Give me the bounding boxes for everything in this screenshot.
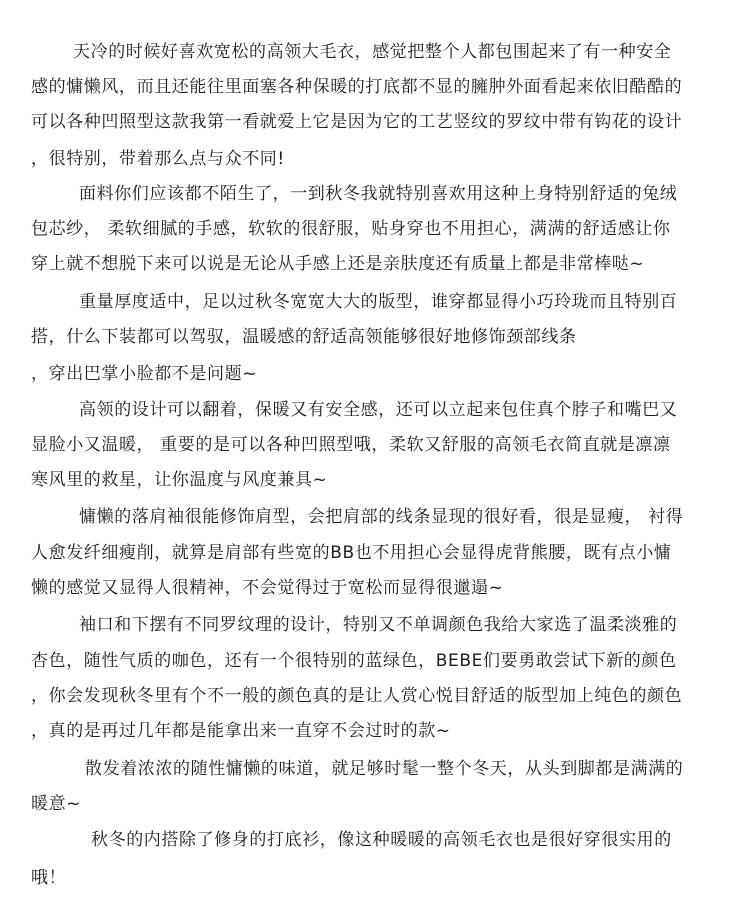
paragraph-8-line-2: 哦！ xyxy=(31,868,67,888)
paragraph-5-line-2: 人愈发纤细瘦削，就算是肩部有些宽的BB也不用担心会显得虎背熊腰，既有点小慵 xyxy=(31,543,672,563)
paragraph-3-line-1: 重量厚度适中，足以过秋冬宽宽大大的版型，谁穿都显得小巧玲珑而且特别百 xyxy=(79,292,678,312)
paragraph-6-line-2: 杏色，随性气质的咖色，还有一个很特别的蓝绿色，BEBE们要勇敢尝试下新的颜色 xyxy=(31,651,677,671)
paragraph-4-line-3: 寒风里的救星，让你温度与风度兼具~ xyxy=(31,470,328,490)
paragraph-1-line-3: 可以各种凹照型这款我第一看就爱上它是因为它的工艺竖纹的罗纹中带有钩花的设计 xyxy=(31,112,683,132)
paragraph-4-line-1: 高领的设计可以翻着，保暖又有安全感，还可以立起来包住真个脖子和嘴巴又 xyxy=(79,400,678,420)
paragraph-2-line-3: 穿上就不想脱下来可以说是无论从手感上还是亲肤度还有质量上都是非常棒哒~ xyxy=(31,254,645,274)
paragraph-2-line-1: 面料你们应该都不陌生了，一到秋冬我就特别喜欢用这种上身特别舒适的兔绒 xyxy=(79,184,678,204)
paragraph-1-line-1: 天冷的时候好喜欢宽松的高领大毛衣，感觉把整个人都包围起来了有一种安全 xyxy=(73,42,672,62)
paragraph-5-line-3: 懒的感觉又显得人很精神，不会觉得过于宽松而显得很邋遢~ xyxy=(31,578,504,598)
paragraph-1-line-2: 感的慵懒风，而且还能往里面塞各种保暖的打底都不显的臃肿外面看起来依旧酷酷的 xyxy=(31,77,683,97)
paragraph-8-line-1: 秋冬的内搭除了修身的打底衫，像这种暖暖的高领毛衣也是很好穿很实用的 xyxy=(91,830,672,850)
paragraph-7-line-2: 暖意~ xyxy=(31,794,82,814)
paragraph-6-line-4: ，真的是再过几年都是能拿出来一直穿不会过时的款~ xyxy=(31,721,451,741)
paragraph-7-line-1: 散发着浓浓的随性慵懒的味道，就足够时髦一整个冬天，从头到脚都是满满的 xyxy=(85,759,684,779)
paragraph-3-line-3: ，穿出巴掌小脸都不是问题~ xyxy=(31,364,258,384)
paragraph-3-line-2: 搭，什么下装都可以驾驭，温暖感的舒适高领能够很好地修饰颈部线条 xyxy=(31,327,577,347)
paragraph-1-line-4: ，很特别，带着那么点与众不同! xyxy=(31,149,285,169)
paragraph-5-line-1: 慵懒的落肩袖很能修饰肩型，会把肩部的线条显现的很好看，很是显瘦， 衬得 xyxy=(79,507,684,527)
paragraph-6-line-3: ，你会发现秋冬里有个不一般的颜色真的是让人赏心悦目舒适的版型加上纯色的颜色 xyxy=(31,686,683,706)
paragraph-6-line-1: 袖口和下摆有不同罗纹理的设计，特别又不单调颜色我给大家选了温柔淡雅的 xyxy=(79,615,678,635)
paragraph-4-line-2: 显脸小又温暖， 重要的是可以各种凹照型哦，柔软又舒服的高领毛衣简直就是凛凛 xyxy=(31,435,671,455)
paragraph-2-line-2: 包芯纱， 柔软细腻的手感，软软的很舒服，贴身穿也不用担心，满满的舒适感让你 xyxy=(31,219,671,239)
